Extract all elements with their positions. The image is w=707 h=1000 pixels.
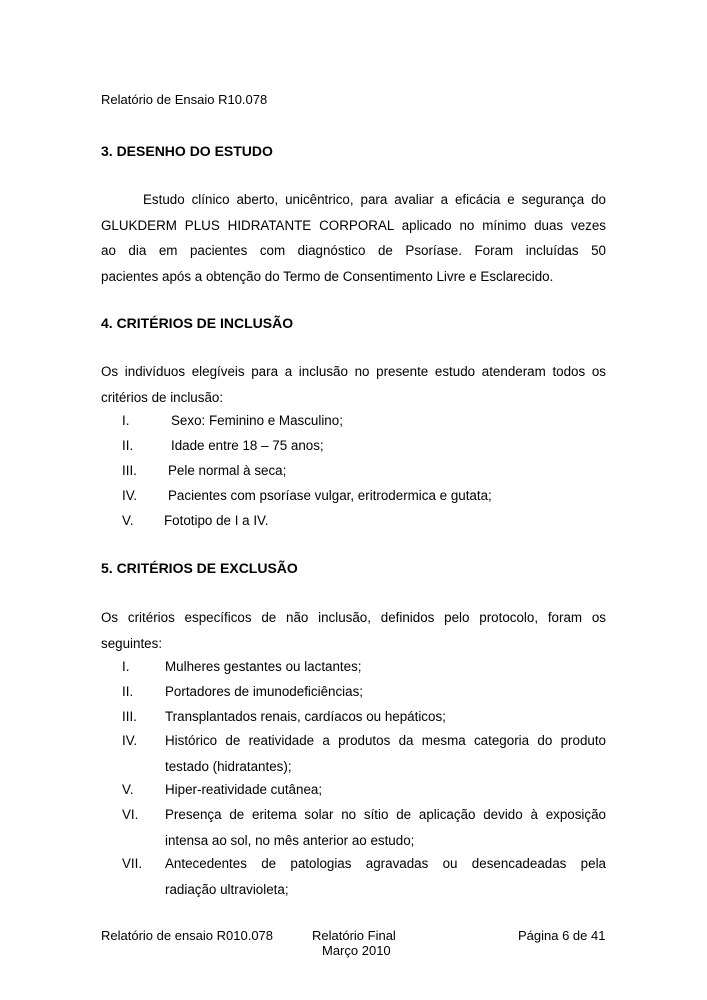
paragraph-line: Os critérios específicos de não inclusão, definidos pelo protocolo, foram os xyxy=(101,610,606,625)
paragraph-line: Os indivíduos elegíveis para a inclusão no presente estudo atenderam todos os xyxy=(101,364,606,379)
item-line: Hiper-reatividade cutânea; xyxy=(165,782,323,797)
item-text: Pele normal à seca; xyxy=(168,463,287,478)
section-heading-design: 3. DESENHO DO ESTUDO xyxy=(101,143,273,159)
item-number: IV. xyxy=(122,488,138,503)
item-number: II. xyxy=(122,684,134,699)
item-line: Histórico de reatividade a produtos da mesma categoria do produto xyxy=(165,733,606,748)
paragraph-line: ao dia em pacientes com diagnóstico de Psoríase. Foram incluídas 50 xyxy=(101,243,606,258)
paragraph-line: seguintes: xyxy=(101,635,163,651)
item-number: III. xyxy=(122,463,137,478)
item-text: Pacientes com psoríase vulgar, eritrodermica e gutata; xyxy=(168,488,492,503)
footer-page-number: Página 6 de 41 xyxy=(518,928,606,943)
item-line: Mulheres gestantes ou lactantes; xyxy=(165,659,362,674)
item-number: V. xyxy=(122,513,134,528)
item-text xyxy=(165,802,606,853)
section-heading-exclusion: 5. CRITÉRIOS DE EXCLUSÃO xyxy=(101,560,298,576)
paragraph-line: critérios de inclusão: xyxy=(101,389,224,405)
item-number: I. xyxy=(122,413,130,428)
item-text xyxy=(165,777,606,803)
item-number: IV. xyxy=(122,733,138,748)
exclusion-intro xyxy=(101,605,606,656)
item-line: testado (hidratantes); xyxy=(165,758,292,774)
item-number: I. xyxy=(122,659,130,674)
item-number: V. xyxy=(122,782,134,797)
item-number: III. xyxy=(122,709,137,724)
item-line: intensa ao sol, no mês anterior ao estudo; xyxy=(165,832,415,848)
item-line: Portadores de imunodeficiências; xyxy=(165,684,363,699)
item-number: VII. xyxy=(122,856,143,871)
footer-date: Março 2010 xyxy=(322,943,391,958)
item-line: Antecedentes de patologias agravadas ou desencadeadas pela xyxy=(165,856,606,871)
item-text: Sexo: Feminino e Masculino; xyxy=(171,413,343,428)
item-line: radiação ultravioleta; xyxy=(165,881,289,897)
item-text xyxy=(165,679,606,705)
design-paragraph xyxy=(101,187,606,289)
item-text xyxy=(165,851,606,902)
item-text: Idade entre 18 – 75 anos; xyxy=(171,438,324,453)
inclusion-intro xyxy=(101,359,606,410)
item-line: Transplantados renais, cardíacos ou hepáticos; xyxy=(165,709,446,724)
item-text xyxy=(165,654,606,680)
item-text xyxy=(165,728,606,779)
item-number: VI. xyxy=(122,807,139,822)
paragraph-line: GLUKDERM PLUS HIDRATANTE CORPORAL aplicado no mínimo duas vezes xyxy=(101,217,606,233)
footer-report-type: Relatório Final xyxy=(312,928,396,943)
paragraph-line: pacientes após a obtenção do Termo de Consentimento Livre e Esclarecido. xyxy=(101,268,554,284)
paragraph-line: Estudo clínico aberto, unicêntrico, para avaliar a eficácia e segurança do xyxy=(143,192,606,207)
item-text: Fototipo de I a IV. xyxy=(164,513,269,528)
item-line: Presença de eritema solar no sítio de aplicação devido à exposição xyxy=(165,807,606,822)
page-header: Relatório de Ensaio R10.078 xyxy=(101,92,268,107)
footer-report-id: Relatório de ensaio R010.078 xyxy=(101,928,274,943)
item-text xyxy=(165,704,606,730)
section-heading-inclusion: 4. CRITÉRIOS DE INCLUSÃO xyxy=(101,315,294,331)
item-number: II. xyxy=(122,438,134,453)
